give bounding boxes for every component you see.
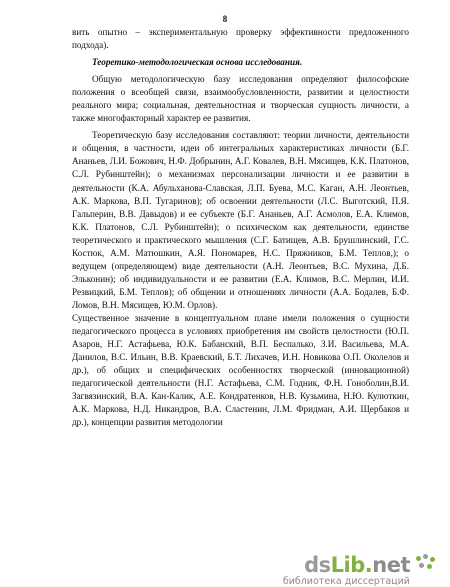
watermark-logo [282,553,410,587]
watermark-dot: . [364,553,373,577]
section-heading: Теоретико-методологическая основа исследования. [92,57,303,68]
watermark-ds: ds [304,553,331,577]
continuation-text: вить опытно – экспериментальную проверку эффективности предложенного подхода). [72,27,409,51]
watermark-lib: Lib [330,553,365,577]
watermark-net: net [372,553,410,577]
paragraph-conceptual: Существенное значение в концептуальном плане имели положения о сущности педагогического процесса в условиях приобретения им свойств целостности (Ю.П. Азаров, Н.Г. Астафьева, Ю.К. Бабанский, В.П. Беспалько, З.И. Васильева, М.А. Данилов, В.С. Ильин, В.В. Краевский, Б.Т. Лихачев, И.Н. Новикова О.П. Околелов и др.), об общих и специфических особенностях творческой (инновационной) педагогической деятельности (Н.Г. Астафьева, С.М. Годник, Ф.Н. Гоноболин,В.И. Загвязинский, В.А. Кан-Калик, А.Е. Кондратенков, Н.В. Кузьмина, Н.Ю. Кулюткин, А.К. Маркова, Н.Д. Никандров, В.А. Сластенин, Л.М. Фридман, А.И. Щербаков и др.), [72,312,409,428]
paragraph-trailing: концепции развития методологии [91,417,223,428]
watermark [282,553,438,587]
paragraph-theoretical-base: Теоретическую базу исследования составляют: теории личности, деятельности и общения, в частности, идеи об интегральных характеристиках личности (Б.Г. Ананьев, Л.И. Божович, Н.Ф. Добрынин, А.Г. Ковалев, В.Н. Мясищев, К.К. Платонов, С.Л. Рубинштейн); о механизмах персонализации личности и ее развитии в деятельности (К.А. Абульханова-Славская, Л.П. Буева, М.С. Каган, А.Н. Леонтьев, А.К. Маркова, В.П. Тугаринов); об освоении деятельности (Л.С. Выготский, П.Я. Гальперин, В.В. Давыдов) и ее субъекте (Б.Г. Ананьев, А.Г. Асмолов, Е.А. Климов, К.К. Платонов, С.Л. Рубинштейн); о психическом как деятельности, единстве теоретического и практического мышления (С.Г. Батищев, А.В. Брушлинский, Г.С. Костюк, А.М. Матюшкин, А.Я. Пономарев, Н.С. Пряжников, Б.М. Теплов,); о ведущем (определяющем) виде деятельности (А.Н. Леонтьев, В.С. Мухина, Д.Б. Эльконин); об индивидуальности и ее развитии (Е.А. Климов, В.С. Мерлин, И.И. Резвицкий, Б.М. Теплов); об общении и отношениях личности (А.А. Бодалев, Б.Ф. Ломов, В.Н. Мясищев, Ю.М. Орлов). [72,130,409,310]
document-body [72,26,409,429]
paragraph-methodology: Общую методологическую базу исследования определяют философские положения о всеобщей связи, взаимообусловленности, развитии и целостности реального мира; социальная, деятельностная и творческая сущность личности, а также многофакторный характер ее развития. [72,74,409,124]
logo-dots-icon [416,554,438,576]
page-number: 8 [222,14,228,24]
watermark-subtitle: библиотека диссертаций [282,576,410,587]
